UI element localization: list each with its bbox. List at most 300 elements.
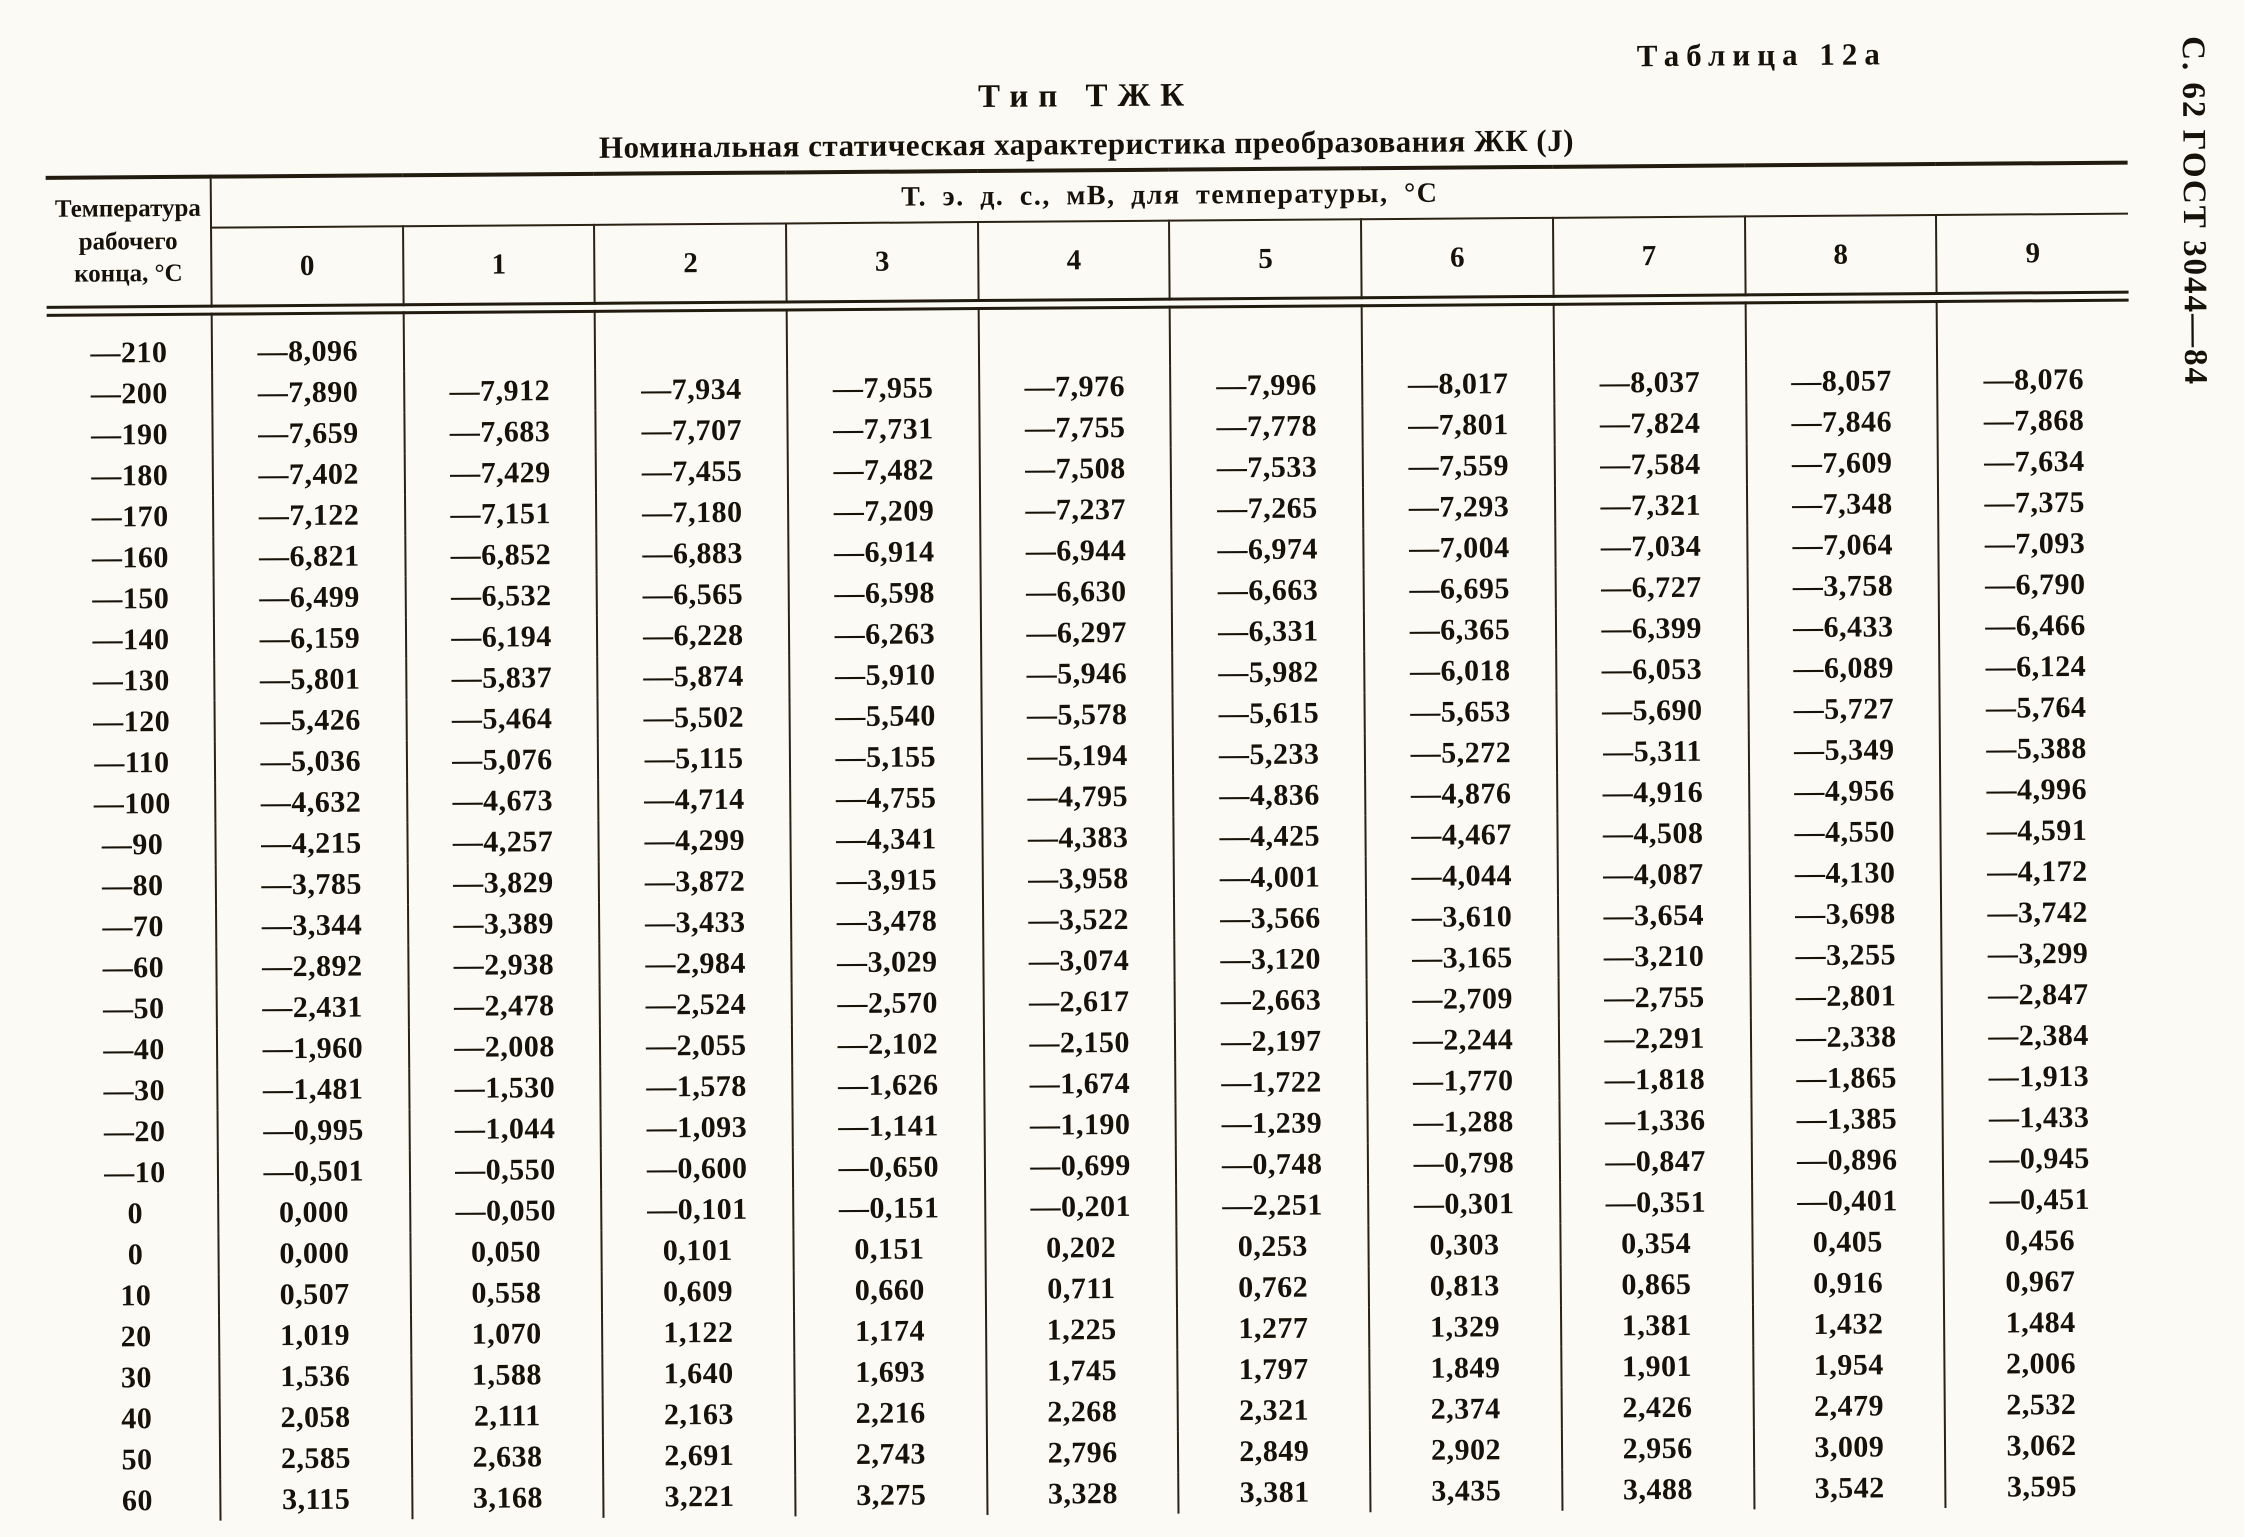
emf-value-cell: —6,159 <box>214 617 406 659</box>
emf-value-cell: 0,660 <box>794 1269 986 1311</box>
emf-value-cell: —7,824 <box>1554 402 1746 444</box>
emf-value-cell: —2,197 <box>1175 1020 1367 1062</box>
emf-value-cell: —7,559 <box>1363 445 1555 487</box>
emf-value-cell: —7,265 <box>1171 487 1363 529</box>
emf-value-cell: —7,707 <box>596 409 788 451</box>
emf-value-cell: 0,916 <box>1752 1262 1944 1304</box>
emf-value-cell: 0,050 <box>410 1231 602 1273</box>
emf-value-cell: —4,714 <box>598 778 790 820</box>
emf-value-cell: —7,755 <box>979 407 1171 449</box>
emf-table <box>46 161 2138 1522</box>
emf-value-cell: 0,354 <box>1560 1222 1752 1264</box>
column-header: 8 <box>1744 215 1936 295</box>
emf-value-cell: —0,301 <box>1368 1183 1560 1225</box>
emf-value-cell: —5,464 <box>406 698 598 740</box>
emf-value-cell: —7,348 <box>1746 483 1938 525</box>
emf-value-cell: —4,215 <box>215 822 407 864</box>
emf-value-cell: 2,058 <box>220 1396 412 1438</box>
emf-value-cell: —2,384 <box>1988 1018 2089 1053</box>
emf-value-cell: —4,591 <box>1986 813 2088 848</box>
emf-value-cell: 3,115 <box>220 1478 412 1520</box>
emf-value-cell: —1,626 <box>792 1064 984 1106</box>
emf-value-cell: —1,044 <box>409 1108 601 1150</box>
emf-value-cell: —7,429 <box>404 452 596 494</box>
emf-value-cell: —5,076 <box>406 739 598 781</box>
emf-value-cell: —5,801 <box>214 658 406 700</box>
emf-value-cell: 2,902 <box>1370 1429 1562 1471</box>
emf-value-cell: —2,847 <box>1987 977 2089 1012</box>
emf-value-cell: —3,698 <box>1749 893 1941 935</box>
emf-value-cell: —1,190 <box>984 1104 1176 1146</box>
emf-value-cell: —2,617 <box>983 981 1175 1023</box>
emf-value-cell: 2,585 <box>220 1437 412 1479</box>
column-header: 3 <box>786 222 978 302</box>
temperature-cell: —120 <box>50 701 215 743</box>
emf-value-cell: —5,578 <box>981 694 1173 736</box>
emf-value-cell: —6,194 <box>406 616 598 658</box>
emf-value-cell: —2,291 <box>1559 1017 1751 1059</box>
temperature-cell: —20 <box>53 1111 218 1153</box>
emf-value-cell: —4,001 <box>1174 856 1366 898</box>
emf-value-cell: —7,976 <box>979 366 1171 408</box>
emf-value-cell: 2,006 <box>2005 1346 2077 1381</box>
emf-value-cell: —3,389 <box>408 903 600 945</box>
temperature-cell: —70 <box>51 906 216 948</box>
emf-value-cell: —7,778 <box>1171 405 1363 447</box>
emf-value-cell: —7,955 <box>787 367 979 409</box>
emf-value-cell: 2,374 <box>1370 1388 1562 1430</box>
emf-value-cell: —3,255 <box>1750 934 1942 976</box>
emf-value-cell: —3,785 <box>216 863 408 905</box>
emf-value-cell: —0,995 <box>218 1109 410 1151</box>
emf-value-cell <box>1745 302 1937 362</box>
emf-value-cell: —2,709 <box>1367 978 1559 1020</box>
emf-value-cell: 0,865 <box>1560 1263 1752 1305</box>
emf-value-cell: —4,755 <box>790 777 982 819</box>
emf-value-cell: —5,982 <box>1173 651 1365 693</box>
emf-value-cell: 1,797 <box>1178 1348 1370 1390</box>
emf-value-cell: —7,996 <box>1171 364 1363 406</box>
emf-value-cell: 0,000 <box>218 1191 410 1233</box>
emf-value-cell: 0,101 <box>602 1229 794 1271</box>
emf-value-cell: 1,122 <box>602 1311 794 1353</box>
emf-table-container <box>46 161 2138 1522</box>
emf-value-cell: —4,916 <box>1557 771 1749 813</box>
emf-value-cell: —6,263 <box>789 613 981 655</box>
emf-value-cell: —1,481 <box>217 1068 409 1110</box>
emf-value-cell: —6,228 <box>597 614 789 656</box>
emf-value-cell: —4,425 <box>1174 815 1366 857</box>
emf-value-cell: —7,890 <box>212 371 404 413</box>
emf-value-cell: —6,974 <box>1172 528 1364 570</box>
emf-value-cell: —6,018 <box>1364 650 1556 692</box>
emf-value-cell: —7,293 <box>1363 486 1555 528</box>
emf-value-cell: —3,120 <box>1175 938 1367 980</box>
emf-value-cell: 0,609 <box>602 1270 794 1312</box>
emf-value-cell: —1,385 <box>1751 1098 1943 1140</box>
emf-value-cell: 2,268 <box>986 1391 1178 1433</box>
emf-value-cell: —7,731 <box>787 408 979 450</box>
emf-value-cell: —6,663 <box>1172 569 1364 611</box>
emf-value-cell: 2,111 <box>411 1395 603 1437</box>
emf-value-cell: —7,609 <box>1746 442 1938 484</box>
emf-value-cell: —0,798 <box>1368 1142 1560 1184</box>
emf-value-cell: —7,634 <box>1984 444 2085 479</box>
emf-value-cell: —5,690 <box>1556 689 1748 731</box>
emf-value-cell: 1,954 <box>1753 1344 1945 1386</box>
emf-value-cell: 0,558 <box>410 1272 602 1314</box>
emf-value-cell: —3,758 <box>1747 565 1939 607</box>
emf-value-cell: —7,801 <box>1362 404 1554 446</box>
emf-value-cell: —7,912 <box>404 370 596 412</box>
temperature-cell: —30 <box>52 1070 217 1112</box>
emf-value-cell: 0,456 <box>2004 1223 2076 1258</box>
emf-value-cell: 0,813 <box>1369 1265 1561 1307</box>
emf-value-cell: 0,151 <box>793 1228 985 1270</box>
emf-value-cell: —7,034 <box>1555 525 1747 567</box>
temperature-cell: —200 <box>47 373 212 415</box>
temperature-cell: —210 <box>47 314 212 374</box>
emf-span-header: Т. э. д. с., мВ, для температуры, °С <box>211 163 2128 228</box>
temperature-cell: —100 <box>50 783 215 825</box>
emf-value-cell: —3,433 <box>599 901 791 943</box>
emf-value-cell: —1,433 <box>1988 1100 2090 1135</box>
emf-value-cell: —4,956 <box>1749 770 1941 812</box>
emf-value-cell <box>787 309 979 369</box>
emf-value-cell: —7,321 <box>1555 484 1747 526</box>
emf-value-cell: —2,524 <box>600 983 792 1025</box>
emf-value-cell: —4,172 <box>1987 854 2088 889</box>
emf-value-cell: —6,695 <box>1364 568 1556 610</box>
column-header: 2 <box>594 223 786 303</box>
emf-value-cell: —3,522 <box>983 899 1175 941</box>
emf-value-cell: —0,101 <box>601 1188 793 1230</box>
emf-value-cell: —2,244 <box>1367 1019 1559 1061</box>
emf-value-cell: —3,074 <box>983 940 1175 982</box>
emf-value-cell: —6,790 <box>1984 567 2086 602</box>
emf-value-cell: —5,874 <box>598 655 790 697</box>
temperature-cell: —50 <box>52 988 217 1030</box>
emf-value-cell: —4,467 <box>1366 814 1558 856</box>
emf-value-cell: 1,277 <box>1177 1307 1369 1349</box>
emf-value-cell: —7,584 <box>1554 443 1746 485</box>
emf-value-cell: 0,762 <box>1177 1266 1369 1308</box>
emf-value-cell: 0,202 <box>985 1227 1177 1269</box>
emf-value-cell: —4,836 <box>1174 774 1366 816</box>
emf-value-cell <box>1937 300 2129 360</box>
emf-value-cell: —0,896 <box>1751 1139 1943 1181</box>
emf-value-cell: —1,865 <box>1751 1057 1943 1099</box>
temperature-cell: —180 <box>48 455 213 497</box>
emf-value-cell <box>403 311 595 371</box>
emf-value-cell: —2,431 <box>217 986 409 1028</box>
emf-value-cell: —5,194 <box>982 735 1174 777</box>
emf-value-cell: —1,960 <box>217 1027 409 1069</box>
emf-value-cell: 1,640 <box>603 1352 795 1394</box>
emf-value-cell: —6,852 <box>405 534 597 576</box>
temperature-cell: —110 <box>50 742 215 784</box>
emf-value-cell: —6,883 <box>597 532 789 574</box>
emf-value-cell: —2,755 <box>1558 976 1750 1018</box>
emf-value-cell: 3,275 <box>795 1474 987 1516</box>
emf-value-cell: —4,550 <box>1749 811 1941 853</box>
emf-value-cell: 2,532 <box>2006 1387 2077 1422</box>
emf-value-cell: 2,321 <box>1178 1389 1370 1431</box>
emf-value-cell: —1,913 <box>1988 1059 2090 1094</box>
emf-value-cell: —5,540 <box>790 695 982 737</box>
emf-value-cell: —6,630 <box>980 571 1172 613</box>
emf-value-cell: —6,331 <box>1172 610 1364 652</box>
emf-value-cell: —1,239 <box>1176 1102 1368 1144</box>
emf-value-cell: —5,155 <box>790 736 982 778</box>
emf-value-cell: —6,399 <box>1556 607 1748 649</box>
emf-value-cell: —1,288 <box>1368 1101 1560 1143</box>
emf-value-cell: 1,225 <box>986 1309 1178 1351</box>
emf-value-cell: —0,699 <box>985 1145 1177 1187</box>
emf-value-cell: 1,536 <box>219 1355 411 1397</box>
emf-value-cell: —5,653 <box>1365 691 1557 733</box>
column-header: 0 <box>211 226 403 306</box>
emf-value-cell: —4,341 <box>790 818 982 860</box>
emf-value-cell: 1,381 <box>1561 1304 1753 1346</box>
emf-value-cell: —5,764 <box>1985 690 2087 725</box>
emf-value-cell: 0,967 <box>2005 1264 2076 1299</box>
emf-value-cell: —2,150 <box>984 1022 1176 1064</box>
emf-value-cell: —7,064 <box>1747 524 1939 566</box>
emf-value-cell: —4,087 <box>1557 853 1749 895</box>
emf-value-cell: 1,484 <box>2005 1305 2076 1340</box>
emf-value-cell: —8,096 <box>212 313 404 373</box>
emf-value-cell: —6,053 <box>1556 648 1748 690</box>
emf-value-cell: —6,365 <box>1364 609 1556 651</box>
temperature-cell: 50 <box>55 1439 220 1481</box>
emf-value-cell: 3,062 <box>2006 1428 2077 1463</box>
emf-value-cell: —5,727 <box>1748 688 1940 730</box>
emf-value-cell: 1,588 <box>411 1354 603 1396</box>
emf-value-cell: —6,598 <box>789 572 981 614</box>
temperature-cell: —130 <box>49 660 214 702</box>
emf-value-cell: —4,299 <box>599 819 791 861</box>
emf-value-cell: —4,508 <box>1557 812 1749 854</box>
emf-value-cell: —6,297 <box>981 612 1173 654</box>
emf-value-cell <box>595 310 787 370</box>
emf-value-cell: 1,174 <box>794 1310 986 1352</box>
emf-value-cell: —5,272 <box>1365 732 1557 774</box>
emf-value-cell: —0,501 <box>218 1150 410 1192</box>
emf-value-cell: 2,479 <box>1753 1385 1945 1427</box>
temperature-cell: 0 <box>53 1234 218 1276</box>
table-number-label: Таблица 12а <box>1636 36 1887 74</box>
emf-value-cell: —1,674 <box>984 1063 1176 1105</box>
emf-value-cell: —1,093 <box>601 1106 793 1148</box>
emf-value-cell: —5,615 <box>1173 692 1365 734</box>
emf-value-cell: —5,502 <box>598 696 790 738</box>
emf-value-cell: —1,336 <box>1559 1099 1751 1141</box>
emf-value-cell: —3,958 <box>982 858 1174 900</box>
emf-value-cell: —6,532 <box>405 575 597 617</box>
emf-value-cell: —6,821 <box>213 535 405 577</box>
emf-value-cell: —0,847 <box>1560 1140 1752 1182</box>
emf-value-cell: —3,566 <box>1174 897 1366 939</box>
emf-value-cell: —8,037 <box>1554 361 1746 403</box>
temperature-cell: 20 <box>54 1316 219 1358</box>
emf-value-cell: —7,122 <box>213 494 405 536</box>
margin-standard-reference: С. 62 ГОСТ 3044—84 <box>2174 35 2214 387</box>
emf-value-cell: 1,901 <box>1561 1345 1753 1387</box>
emf-value-cell: —4,876 <box>1365 773 1557 815</box>
emf-value-cell: —5,115 <box>598 737 790 779</box>
emf-value-cell: —7,868 <box>1983 403 2085 438</box>
emf-value-cell <box>1362 304 1554 364</box>
emf-value-cell: —0,151 <box>793 1187 985 1229</box>
emf-value-cell: —5,311 <box>1557 730 1749 772</box>
emf-value-cell: 3,542 <box>1754 1467 1946 1509</box>
temperature-cell: —80 <box>51 865 216 907</box>
emf-value-cell: —3,299 <box>1987 936 2089 971</box>
emf-value-cell: 3,221 <box>604 1475 796 1517</box>
column-header: 5 <box>1169 219 1361 299</box>
emf-value-cell <box>978 307 1170 367</box>
emf-value-cell: —8,017 <box>1362 363 1554 405</box>
emf-value-cell: —4,257 <box>407 821 599 863</box>
emf-value-cell: —2,338 <box>1750 1016 1942 1058</box>
emf-value-cell: —4,632 <box>215 781 407 823</box>
emf-value-cell: —0,945 <box>1989 1141 2090 1176</box>
emf-value-cell: —2,663 <box>1175 979 1367 1021</box>
emf-value-cell: —7,455 <box>596 450 788 492</box>
emf-value-cell: 1,693 <box>794 1351 986 1393</box>
temperature-cell: —160 <box>48 537 213 579</box>
emf-value-cell: —3,029 <box>791 941 983 983</box>
temperature-cell: 10 <box>54 1275 219 1317</box>
emf-value-cell: —0,748 <box>1176 1143 1368 1185</box>
column-header: 9 <box>2025 236 2041 269</box>
column-header: 6 <box>1361 218 1553 298</box>
emf-value-cell: —5,910 <box>789 654 981 696</box>
emf-value-cell: —7,151 <box>405 493 597 535</box>
emf-value-cell: —0,451 <box>1989 1182 2091 1217</box>
emf-value-cell: —5,426 <box>215 699 407 741</box>
emf-value-cell: 1,019 <box>219 1314 411 1356</box>
emf-value-cell: —3,915 <box>791 859 983 901</box>
emf-value-cell: —6,433 <box>1747 606 1939 648</box>
emf-value-cell: —1,578 <box>601 1065 793 1107</box>
emf-value-cell: —7,180 <box>596 491 788 533</box>
emf-value-cell: —5,233 <box>1173 733 1365 775</box>
table-subtitle: Номинальная статическая характеристика преобразования ЖК (J) <box>598 122 1575 165</box>
emf-value-cell: —6,914 <box>788 531 980 573</box>
emf-value-cell: 1,849 <box>1369 1347 1561 1389</box>
temperature-cell: 60 <box>55 1480 220 1522</box>
emf-value-cell: —2,801 <box>1750 975 1942 1017</box>
emf-value-cell: 2,163 <box>603 1393 795 1435</box>
emf-value-cell: 3,009 <box>1753 1426 1945 1468</box>
emf-value-cell: 0,405 <box>1752 1221 1944 1263</box>
temperature-cell: 30 <box>54 1357 219 1399</box>
emf-value-cell: —6,944 <box>980 530 1172 572</box>
emf-value-cell: —2,938 <box>408 944 600 986</box>
emf-value-cell: —4,673 <box>407 780 599 822</box>
emf-value-cell: —4,996 <box>1986 772 2088 807</box>
column-header: 4 <box>978 221 1170 301</box>
emf-value-cell: —3,210 <box>1558 935 1750 977</box>
emf-value-cell: —1,141 <box>793 1105 985 1147</box>
emf-value-cell: 0,711 <box>985 1268 1177 1310</box>
temperature-cell: —60 <box>51 947 216 989</box>
emf-value-cell: —5,946 <box>981 653 1173 695</box>
emf-value-cell: 2,743 <box>795 1433 987 1475</box>
emf-value-cell: —7,533 <box>1171 446 1363 488</box>
temperature-cell: 40 <box>55 1398 220 1440</box>
emf-value-cell: —7,209 <box>788 490 980 532</box>
emf-value-cell: —6,089 <box>1748 647 1940 689</box>
emf-value-cell: —1,530 <box>409 1067 601 1109</box>
emf-table-body <box>47 300 2138 1522</box>
temperature-cell: —40 <box>52 1029 217 1071</box>
emf-value-cell: —7,934 <box>595 368 787 410</box>
emf-value-cell: —3,872 <box>599 860 791 902</box>
temp-column-header: Температура рабочего конца, °С <box>46 177 212 308</box>
emf-value-cell: —3,829 <box>407 862 599 904</box>
emf-value-cell: 1,432 <box>1752 1303 1944 1345</box>
emf-value-cell: 2,956 <box>1562 1427 1754 1469</box>
emf-value-cell: 2,849 <box>1178 1430 1370 1472</box>
emf-value-cell: —1,818 <box>1559 1058 1751 1100</box>
temperature-cell: —190 <box>47 414 212 456</box>
emf-value-cell: —3,654 <box>1558 894 1750 936</box>
emf-value-cell: —2,570 <box>792 982 984 1024</box>
emf-value-cell: —3,344 <box>216 904 408 946</box>
emf-value-cell: 2,796 <box>987 1432 1179 1474</box>
emf-value-cell: —7,375 <box>1984 485 2086 520</box>
emf-value-cell: —7,508 <box>979 448 1171 490</box>
emf-value-cell: —7,846 <box>1746 401 1938 443</box>
emf-value-cell: 3,595 <box>2006 1469 2078 1504</box>
emf-value-cell: —7,237 <box>980 489 1172 531</box>
emf-value-cell: 2,691 <box>603 1434 795 1476</box>
emf-value-cell: —0,650 <box>793 1146 985 1188</box>
emf-value-cell: —4,130 <box>1749 852 1941 894</box>
emf-value-cell: 0,000 <box>218 1232 410 1274</box>
emf-value-cell: —2,251 <box>1177 1184 1369 1226</box>
emf-value-cell: 2,426 <box>1561 1386 1753 1428</box>
emf-value-cell: —2,055 <box>600 1024 792 1066</box>
emf-value-cell <box>1170 306 1362 366</box>
emf-value-cell: —2,102 <box>792 1023 984 1065</box>
emf-value-cell: 1,329 <box>1369 1306 1561 1348</box>
emf-value-cell: —0,600 <box>601 1147 793 1189</box>
emf-value-cell: —3,610 <box>1366 896 1558 938</box>
emf-value-cell: —7,093 <box>1984 526 2086 561</box>
emf-value-cell: —5,388 <box>1986 731 2087 766</box>
emf-value-cell: —4,795 <box>982 776 1174 818</box>
emf-value-cell: —3,478 <box>791 900 983 942</box>
emf-value-cell: —6,565 <box>597 573 789 615</box>
emf-value-cell: 3,488 <box>1562 1468 1754 1510</box>
temperature-cell: —170 <box>48 496 213 538</box>
header-row-digits <box>46 214 2129 308</box>
temperature-cell: —10 <box>53 1152 218 1194</box>
emf-value-cell: —6,727 <box>1555 566 1747 608</box>
emf-value-cell: —2,892 <box>216 945 408 987</box>
emf-value-cell: 3,435 <box>1370 1470 1562 1512</box>
column-header: 7 <box>1553 216 1745 296</box>
emf-value-cell <box>1553 303 1745 363</box>
column-header: 1 <box>403 225 595 305</box>
emf-value-cell: —6,124 <box>1985 649 2087 684</box>
emf-value-cell: —1,770 <box>1367 1060 1559 1102</box>
emf-value-cell: —5,837 <box>406 657 598 699</box>
